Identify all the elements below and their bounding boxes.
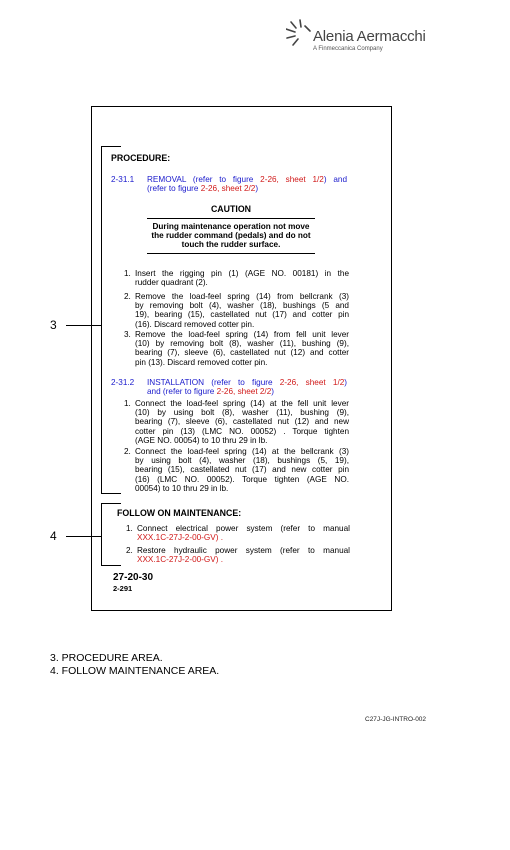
- removal-step: 3. Remove the load-feel spring (14) from fell unit lever (10) by removing bolt (8), washer (11), bushing (9), bearing (7), sleeve (6), castellated nut (12) and cotter pin (13). Discard removed cotter pin.: [124, 330, 349, 367]
- callout-3-leader: [66, 325, 101, 326]
- procedure-heading: PROCEDURE:: [111, 153, 171, 163]
- removal-step: 1. Insert the rigging pin (1) (AGE NO. 00181) in the rudder quadrant (2).: [124, 269, 349, 288]
- caution-top-rule: [147, 218, 315, 219]
- callout-4-leader: [66, 536, 101, 537]
- figure-ref[interactable]: 2-26, sheet 2/2: [200, 184, 256, 194]
- caution-title: CAUTION: [210, 204, 252, 214]
- legend: [50, 652, 219, 678]
- caution-text: During maintenance operation not move the rudder command (pedals) and do not touch the rudder surface.: [151, 222, 311, 250]
- installation-title: INSTALLATION (refer to figure 2-26, sheet 1/2) and (refer to figure 2-26, sheet 2/2): [147, 378, 348, 397]
- manual-ref[interactable]: XXX: [137, 533, 154, 543]
- follow-on-step: 1. Connect electrical power system (refer to manual XXX.1C-27J-2-00-GV) .: [126, 524, 350, 543]
- logo-name: Alenia Aermacchi: [313, 28, 426, 45]
- legend-item: 3. PROCEDURE AREA.: [50, 652, 163, 664]
- installation-step: 2. Connect the load-feel spring (14) at the bellcrank (3) by using bolt (4), washer (18), bushings (5, 19), bearing (15), castellated nut (17) and new cotter pin (16) (LMC NO. 00052). Torque tighten (AGE NO. 00054) to 10 thru 29 in lb.: [124, 447, 349, 493]
- logo-subtitle: A Finmeccanica Company: [313, 46, 383, 52]
- legend-item: 4. FOLLOW MAINTENANCE AREA.: [50, 665, 220, 677]
- callout-4-label: 4: [50, 529, 57, 543]
- installation-step: 1. Connect the load-feel spring (14) at the fell unit lever (10) by using bolt (8), washer (11), bushing (9), bearing (7), sleeve (6), castellated nut (12) and new cotter pin (13) (LMC NO. 00052) . Torque tighten (AGE NO. 00054) to 10 thru 29 in lb.: [124, 399, 349, 445]
- procedure-area-bracket: [101, 146, 121, 494]
- figure-ref[interactable]: 2-26, sheet 1/2: [279, 378, 345, 387]
- follow-on-heading: FOLLOW ON MAINTENANCE:: [117, 508, 242, 518]
- document-reference: C27J-JG-INTRO-002: [365, 716, 427, 723]
- caution-bottom-rule: [147, 253, 315, 254]
- callout-3-label: 3: [50, 318, 57, 332]
- removal-title: REMOVAL (refer to figure 2-26, sheet 1/2) and (refer to figure 2-26, sheet 2/2): [147, 175, 348, 194]
- manual-ref[interactable]: XXX: [137, 555, 154, 565]
- section-number: 27-20-30: [113, 572, 154, 583]
- removal-number: 2-31.1: [111, 175, 135, 184]
- installation-number: 2-31.2: [111, 378, 135, 387]
- figure-ref[interactable]: 2-26, sheet 2/2: [216, 387, 272, 397]
- removal-step: 2. Remove the load-feel spring (14) from bellcrank (3) by removing bolt (4), washer (18), bushings (5 and 19), bearing (15), castellated nut (17) and cotter pin (16). Discard removed cotter pin.: [124, 292, 349, 329]
- page-number: 2-291: [113, 584, 133, 593]
- follow-on-step: 2. Restore hydraulic power system (refer to manual XXX.1C-27J-2-00-GV) .: [126, 546, 350, 565]
- figure-ref[interactable]: 2-26, sheet 1/2: [260, 175, 324, 184]
